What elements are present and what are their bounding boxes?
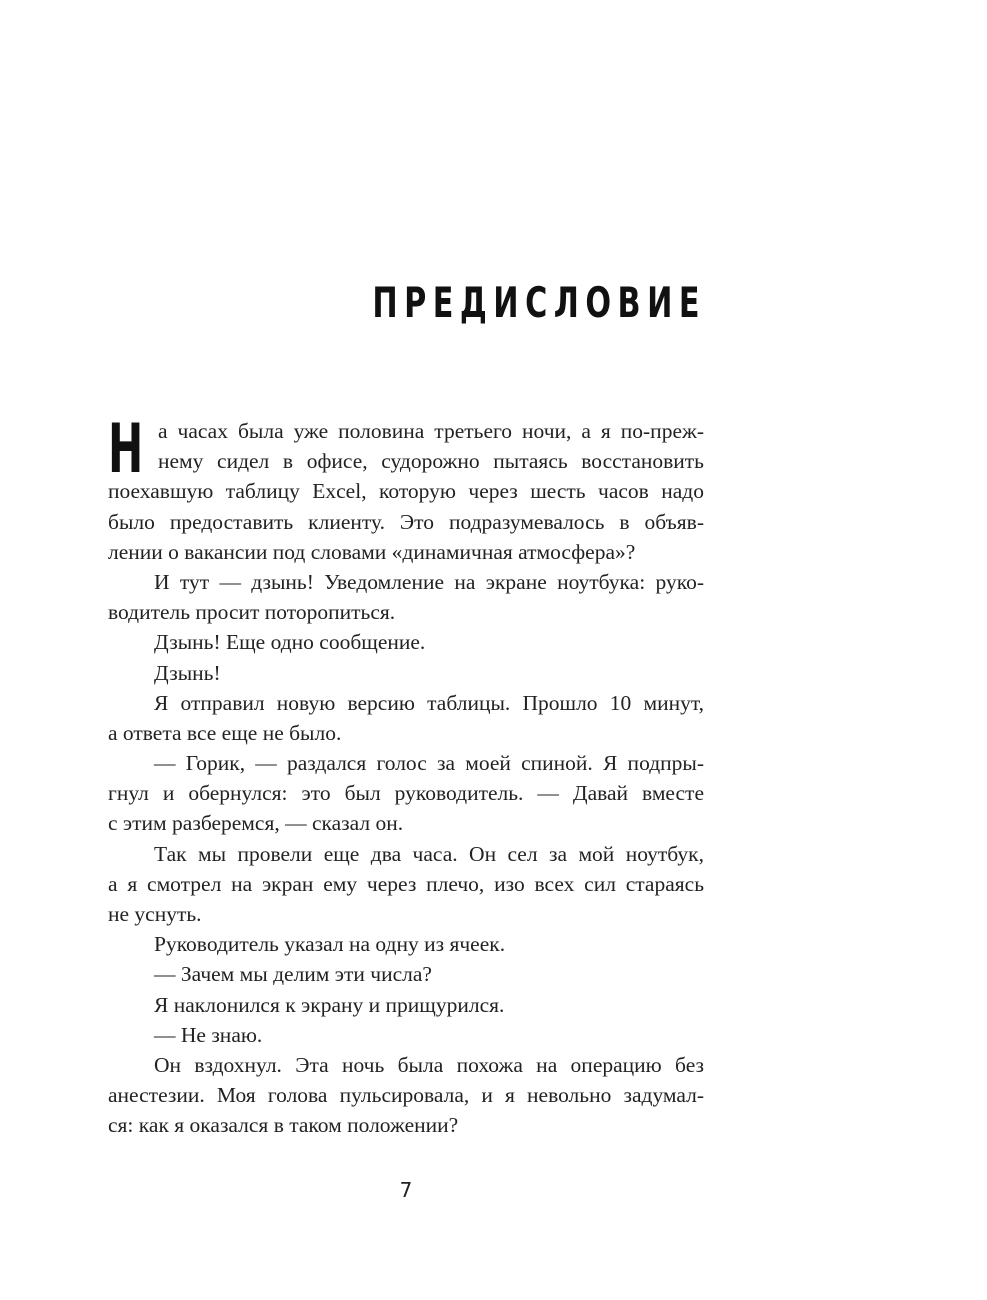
text-line: — Горик, — раздался голос за моей спиной. Я подпры-	[154, 751, 704, 776]
text-line: Так мы провели еще два часа. Он сел за мой ноутбук,	[154, 841, 704, 866]
text-line: И тут — дзынь! Уведомление на экране ноутбука: руко-	[154, 569, 704, 594]
text-line: Я отправил новую версию таблицы. Прошло 10 минут,	[154, 690, 704, 715]
drop-cap: Н	[108, 410, 144, 489]
page-number: 7	[399, 1178, 413, 1202]
text-line: а ответа все еще не было.	[108, 720, 342, 745]
text-line: а часах была уже половина третьего ночи, а я по-преж-	[158, 419, 704, 443]
text-line: Я наклонился к экрану и прищурился.	[154, 992, 505, 1017]
text-line: — Не знаю.	[154, 1022, 263, 1047]
text-line: было предоставить клиенту. Это подразумевалось в объяв-	[108, 509, 704, 534]
text-line: нему сидел в офисе, судорожно пытаясь восстановить	[158, 449, 704, 474]
text-line: лении о вакансии под словами «динамичная атмосфера»?	[108, 539, 636, 564]
text-line: Дзынь! Еще одно сообщение.	[154, 630, 426, 655]
text-line: гнул и обернулся: это был руководитель. — Давай вместе	[108, 781, 704, 806]
text-line: Дзынь!	[154, 660, 221, 685]
text-line: — Зачем мы делим эти числа?	[154, 962, 432, 987]
chapter-body	[108, 410, 704, 1141]
text-line: ся: как я оказался в таком положении?	[108, 1113, 459, 1138]
text-line: не уснуть.	[108, 902, 202, 926]
text-line: а я смотрел на экран ему через плечо, изо всех сил стараясь	[108, 871, 704, 896]
text-line: поехавшую таблицу Excel, которую через шесть часов надо	[108, 479, 704, 504]
text-line: водитель просит поторопиться.	[108, 600, 396, 625]
text-line: Он вздохнул. Эта ночь была похожа на операцию без	[154, 1052, 704, 1077]
text-line: Руководитель указал на одну из ячеек.	[154, 932, 506, 957]
text-line: с этим разберемся, — сказал он.	[108, 811, 404, 836]
text-line: анестезии. Моя голова пульсировала, и я невольно задумал-	[108, 1083, 704, 1108]
chapter-title: ПРЕДИСЛОВИЕ	[372, 278, 706, 327]
text-lines	[108, 410, 704, 1141]
